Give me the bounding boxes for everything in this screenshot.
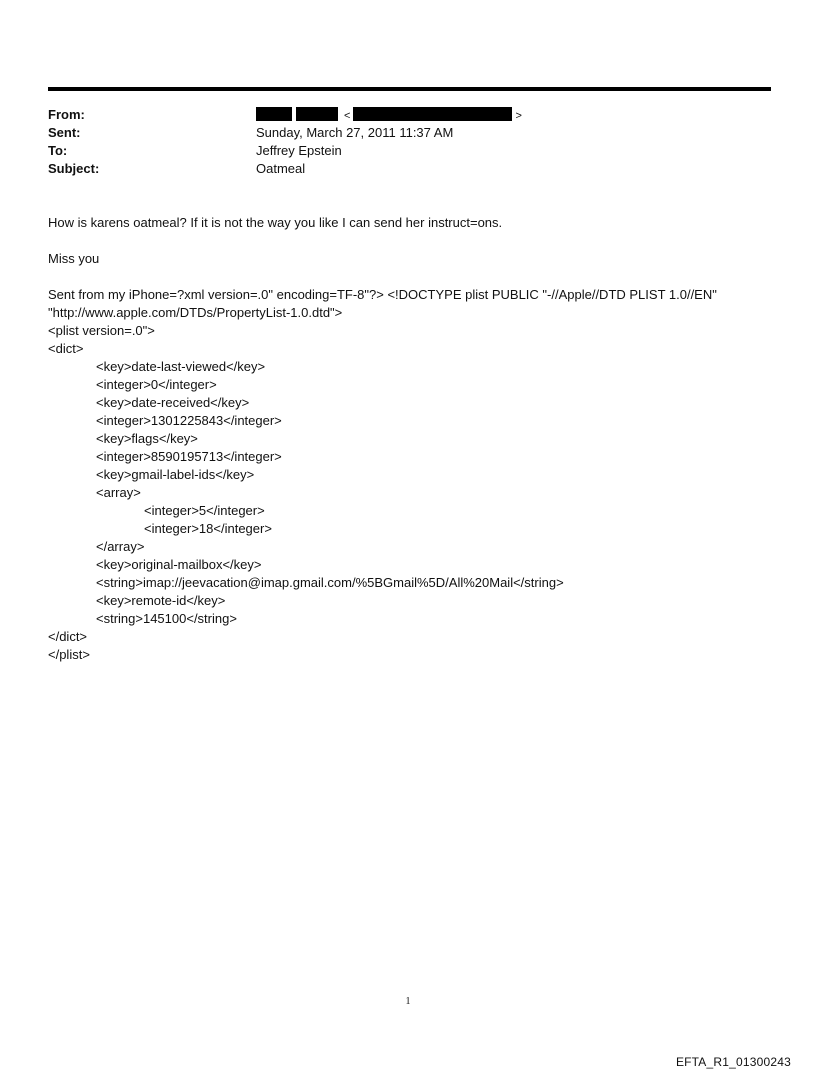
sent-from-line: "http://www.apple.com/DTDs/PropertyList-1.0.dtd"> [48,305,343,320]
header-divider [48,87,771,91]
plist-line: <key>flags</key> [96,431,198,446]
sent-from-line: Sent from my iPhone=?xml version=.0" encoding=TF-8"?> <!DOCTYPE plist PUBLIC "-//Apple//DTD PLIST 1.0//EN" [48,287,717,302]
plist-line: <key>date-last-viewed</key> [96,359,266,374]
plist-line: </dict> [48,629,88,644]
from-label: From: [48,107,85,122]
plist-line: <key>gmail-label-ids</key> [96,467,255,482]
body-paragraph: How is karens oatmeal? If it is not the way you like I can send her instruct=ons. [48,215,503,230]
plist-line: <string>imap://jeevacation@imap.gmail.com/%5BGmail%5D/All%20Mail</string> [96,575,564,590]
redaction-block [296,107,338,121]
to-label: To: [48,143,68,158]
page-number: 1 [405,996,411,1007]
from-open-bracket: < [344,110,351,122]
redaction-block [256,107,292,121]
sent-value: Sunday, March 27, 2011 11:37 AM [256,125,454,140]
from-close-bracket: > [515,110,522,122]
body-paragraph: Miss you [48,251,100,266]
plist-line: <integer>5</integer> [144,503,265,518]
plist-line: <key>original-mailbox</key> [96,557,262,572]
document-id: EFTA_R1_01300243 [675,1055,791,1069]
plist-line: <integer>0</integer> [96,377,217,392]
plist-line: <plist version=.0"> [48,323,155,338]
plist-line: <key>date-received</key> [96,395,250,410]
plist-line: <array> [96,485,141,500]
plist-line: </array> [96,539,145,554]
plist-line: </plist> [48,647,90,662]
subject-value: Oatmeal [256,161,306,176]
redaction-block [353,107,512,121]
plist-line: <dict> [48,341,84,356]
email-body [48,214,788,664]
to-value: Jeffrey Epstein [256,143,342,158]
plist-line: <integer>8590195713</integer> [96,449,282,464]
plist-line: <integer>1301225843</integer> [96,413,282,428]
from-value [256,106,522,125]
plist-line: <integer>18</integer> [144,521,272,536]
sent-label: Sent: [48,125,81,140]
plist-line: <key>remote-id</key> [96,593,226,608]
subject-label: Subject: [48,161,100,176]
plist-line: <string>145100</string> [96,611,237,626]
